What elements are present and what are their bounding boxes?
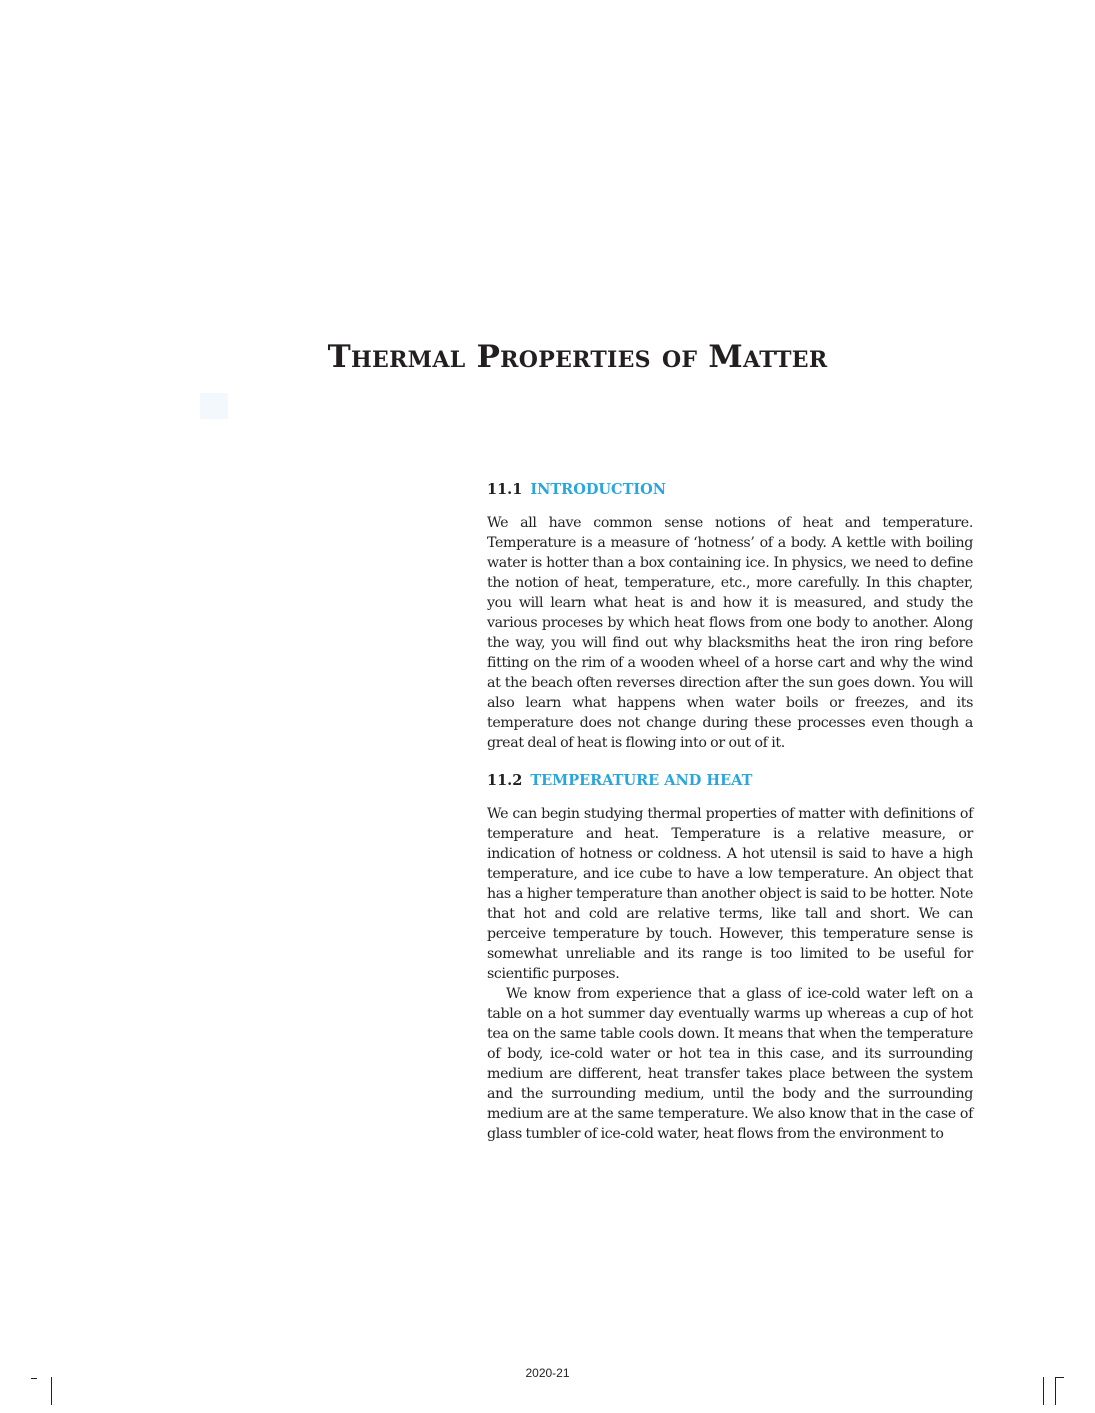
decorative-mark (200, 393, 228, 419)
crop-mark-left-bar (51, 1377, 52, 1405)
section-number: 11.1 (487, 481, 523, 498)
section-heading-introduction (487, 478, 973, 502)
crop-mark-left-dash (31, 1378, 37, 1379)
page-footer-year: 2020-21 (525, 1366, 570, 1380)
section-title: INTRODUCTION (530, 481, 667, 498)
paragraph-introduction: We all have common sense notions of heat and temperature. Temperature is a measure of ‘hotness’ of a body. A kettle with boiling water is hotter than a box containing ice. In physics, we need to define the notion of heat, temperature, etc., more carefully. In this chapter, you will learn what heat is and how it is measured, and study the various proceses by which heat flows from one body to another. Along the way, you will find out why blacksmiths heat the iron ring before fitting on the rim of a wooden wheel of a horse cart and why the wind at the beach often reverses direction after the sun goes down. You will also learn what happens when water boils or freezes, and its temperature does not change during these processes even though a great deal of heat is flowing into or out of it. (487, 515, 973, 751)
crop-mark-right-bar (1043, 1377, 1044, 1405)
section-heading-temperature-and-heat (487, 769, 973, 793)
crop-mark-right-corner-v (1055, 1377, 1056, 1405)
section-number: 11.2 (487, 772, 523, 789)
crop-mark-right-corner-h (1055, 1377, 1064, 1378)
section-title: TEMPERATURE AND HEAT (530, 772, 753, 789)
main-content (487, 478, 973, 1144)
chapter-title: Thermal Properties of Matter (327, 339, 828, 375)
paragraph-temperature-1: We can begin studying thermal properties of matter with definitions of temperature and heat. Temperature is a relative measure, or indication of hotness or coldness. A hot utensil is said to have a high temperature, and ice cube to have a low temperature. An object that has a higher temperature than another object is said to be hotter. Note that hot and cold are relative terms, like tall and short. We can perceive temperature by touch. However, this temperature sense is somewhat unreliable and its range is too limited to be useful for scientific purposes. (487, 806, 973, 982)
paragraph-temperature-2: We know from experience that a glass of ice-cold water left on a table on a hot summer day eventually warms up whereas a cup of hot tea on the same table cools down. It means that when the temperature of body, ice-cold water or hot tea in this case, and its surrounding medium are different, heat transfer takes place between the system and the surrounding medium, until the body and the surrounding medium are at the same temperature. We also know that in the case of glass tumbler of ice-cold water, heat flows from the environment to (487, 986, 973, 1142)
